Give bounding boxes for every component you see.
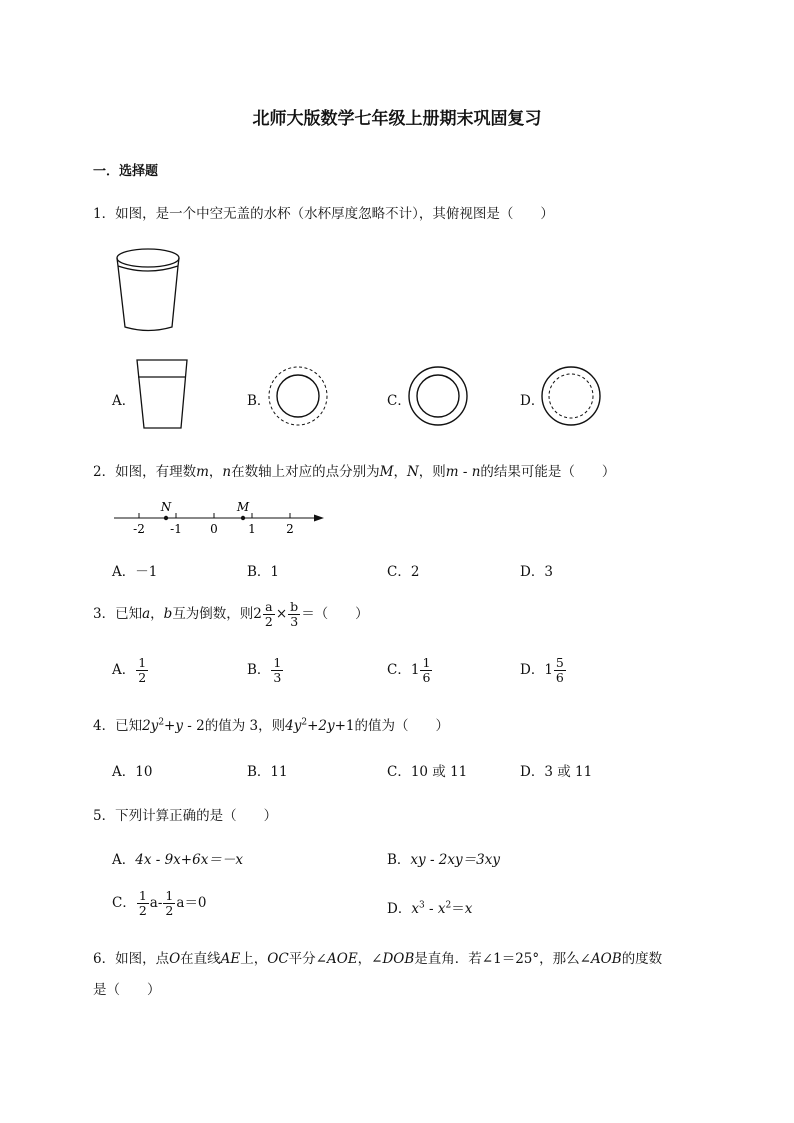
question-2-text: 2．如图，有理数m，n在数轴上对应的点分别为M，N，则m - n的结果可能是（ ） xyxy=(93,464,616,480)
outer-solid-circle xyxy=(542,367,600,425)
question-4-text: 4．已知$2y^2+y - 2$的值为 3，则$4y^2+2y+1$的值为（ ） xyxy=(93,717,450,734)
q3-option-b[interactable]: B． $\frac{1}{3}$ xyxy=(247,655,282,685)
trapezoid-outline xyxy=(137,360,187,428)
axis-arrow xyxy=(314,515,324,522)
q2-option-c[interactable]: C．2 xyxy=(387,564,420,580)
q4-option-c[interactable]: C．10 或 11 xyxy=(387,764,468,780)
tick-label-neg2: -2 xyxy=(133,522,145,536)
fraction-a-over-2: $\frac{a}{2}$ xyxy=(264,599,273,629)
tick-label-0: 0 xyxy=(210,522,218,536)
q2-option-d[interactable]: D．3 xyxy=(520,564,553,580)
q4-option-a[interactable]: A．10 xyxy=(112,764,153,780)
q2-option-a[interactable]: A．－1 xyxy=(112,564,158,580)
question-3-text: 3．已知a，b互为倒数，则2 $\frac{a}{2}$ × $\frac{b}{3}$ ＝（ ） xyxy=(93,599,369,629)
outer-solid-circle xyxy=(409,367,467,425)
q1-option-a-label[interactable]: A． xyxy=(112,393,136,409)
q1-option-d-figure xyxy=(539,364,603,428)
cup-figure xyxy=(112,244,190,336)
q1-option-d-label[interactable]: D． xyxy=(520,393,545,409)
q5-option-b[interactable]: B．xy - 2xy＝3xy xyxy=(387,852,500,868)
q4-option-d[interactable]: D．3 或 11 xyxy=(520,764,593,780)
q1-option-c-figure xyxy=(406,364,470,428)
q3-option-a[interactable]: A． $\frac{1}{2}$ xyxy=(112,655,147,685)
outer-dashed-circle xyxy=(269,367,327,425)
point-m-dot xyxy=(241,516,245,520)
inner-solid-circle xyxy=(277,375,319,417)
q5-option-d[interactable]: D．$x^3 - x^2=x$ xyxy=(387,900,473,917)
question-5-text: 5．下列计算正确的是（ ） xyxy=(93,808,278,824)
q5-option-a[interactable]: A．4x - 9x+6x＝－x xyxy=(112,852,243,868)
q3-option-d[interactable]: D．1 $\frac{5}{6}$ xyxy=(520,655,564,685)
tick-label-2: 2 xyxy=(286,522,294,536)
page-title: 北师大版数学七年级上册期末巩固复习 xyxy=(252,109,542,129)
q3-option-c[interactable]: C．1 $\frac{1}{6}$ xyxy=(387,655,431,685)
q1-option-b-figure xyxy=(266,364,330,428)
q1-option-a-figure xyxy=(135,358,191,430)
tick-label-neg1: -1 xyxy=(170,522,182,536)
inner-dashed-circle xyxy=(549,374,593,418)
section-heading: 一．选择题 xyxy=(93,164,159,179)
question-6-line-2: 是（ ） xyxy=(93,982,161,998)
question-1-text: 1．如图，是一个中空无盖的水杯（水杯厚度忽略不计），其俯视图是（ ） xyxy=(93,206,554,222)
point-m-label: M xyxy=(236,500,250,514)
question-6-line-1: 6．如图，点O在直线AE上，OC平分∠AOE，∠DOB是直角．若∠1＝25°，那么∠AOB的度数 xyxy=(93,951,663,967)
fraction-b-over-3: $\frac{b}{3}$ xyxy=(290,599,299,629)
q1-option-b-label[interactable]: B． xyxy=(247,393,271,409)
q4-option-b[interactable]: B．11 xyxy=(247,764,288,780)
number-line xyxy=(110,498,330,540)
q2-option-b[interactable]: B．1 xyxy=(247,564,280,580)
cup-rim-ellipse xyxy=(117,249,179,267)
point-n-label: N xyxy=(160,500,172,514)
tick-label-1: 1 xyxy=(248,522,256,536)
inner-solid-circle xyxy=(417,375,459,417)
q1-option-c-label[interactable]: C． xyxy=(387,393,411,409)
point-n-dot xyxy=(164,516,168,520)
q5-option-c[interactable]: C． $\frac{1}{2}$ a- $\frac{1}{2}$ a＝0 xyxy=(112,888,207,918)
